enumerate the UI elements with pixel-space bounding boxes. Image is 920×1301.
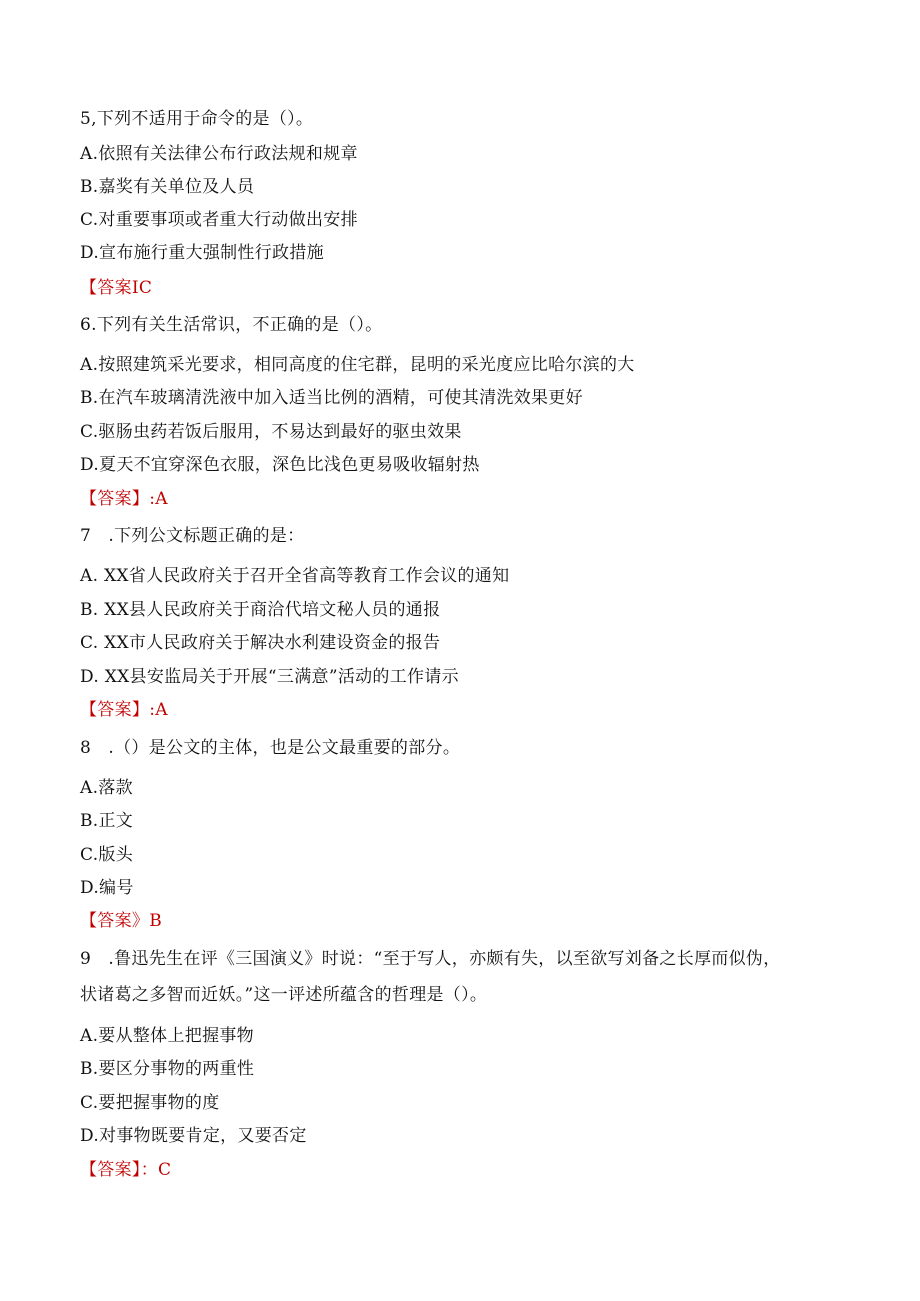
question-6-option-b: B.在汽车玻璃清洗液中加入适当比例的酒精，可使其清洗效果更好 — [80, 388, 583, 408]
question-5-option-c: C.对重要事项或者重大行动做出安排 — [80, 210, 358, 230]
question-7-option-a: A. XX省人民政府关于召开全省高等教育工作会议的通知 — [80, 566, 510, 586]
question-5-option-d: D.宣布施行重大强制性行政措施 — [80, 243, 324, 263]
question-8-option-c: C.版头 — [80, 845, 134, 865]
question-5-stem: 5,下列不适用于命令的是（）。 — [80, 109, 314, 129]
question-9-option-b: B.要区分事物的两重性 — [80, 1059, 255, 1079]
question-8-option-a: A.落款 — [80, 778, 133, 798]
question-7-option-c: C. XX市人民政府关于解决水利建设资金的报告 — [80, 633, 441, 653]
question-6-stem: 6.下列有关生活常识，不正确的是（）。 — [80, 315, 383, 335]
question-9-stem-line-1: 9 .鲁迅先生在评《三国演义》时说：“至于写人，亦颇有失，以至欲写刘备之长厚而似伪， — [80, 949, 781, 969]
question-5-option-b: B.嘉奖有关单位及人员 — [80, 177, 255, 197]
question-8-answer: 【答案》B — [80, 911, 162, 931]
question-9-option-a: A.要从整体上把握事物 — [80, 1026, 254, 1046]
question-9-stem-line-2: 状诸葛之多智而近妖。”这一评述所蕴含的哲理是（）。 — [80, 985, 488, 1005]
question-8-stem: 8 .（）是公文的主体，也是公文最重要的部分。 — [80, 738, 461, 758]
question-6-option-d: D.夏天不宜穿深色衣服，深色比浅色更易吸收辐射热 — [80, 455, 480, 475]
question-9-option-d: D.对事物既要肯定，又要否定 — [80, 1126, 307, 1146]
question-8-option-b: B.正文 — [80, 811, 134, 831]
question-5-option-a: A.依照有关法律公布行政法规和规章 — [80, 144, 358, 164]
question-9-answer: 【答案】：C — [80, 1160, 172, 1180]
question-7-stem: 7 .下列公文标题正确的是： — [80, 526, 305, 546]
question-5-answer: 【答案IC — [80, 278, 153, 298]
question-6-option-a: A.按照建筑采光要求，相同高度的住宅群，昆明的采光度应比哈尔滨的大 — [80, 355, 635, 375]
question-6-answer: 【答案】:A — [80, 489, 168, 509]
question-7-option-b: B. XX县人民政府关于商洽代培文秘人员的通报 — [80, 600, 441, 620]
question-6-option-c: C.驱肠虫药若饭后服用，不易达到最好的驱虫效果 — [80, 422, 462, 442]
question-9-option-c: C.要把握事物的度 — [80, 1093, 220, 1113]
question-7-option-d: D. XX县安监局关于开展“三满意”活动的工作请示 — [80, 667, 459, 687]
question-8-option-d: D.编号 — [80, 878, 134, 898]
question-7-answer: 【答案】:A — [80, 700, 168, 720]
